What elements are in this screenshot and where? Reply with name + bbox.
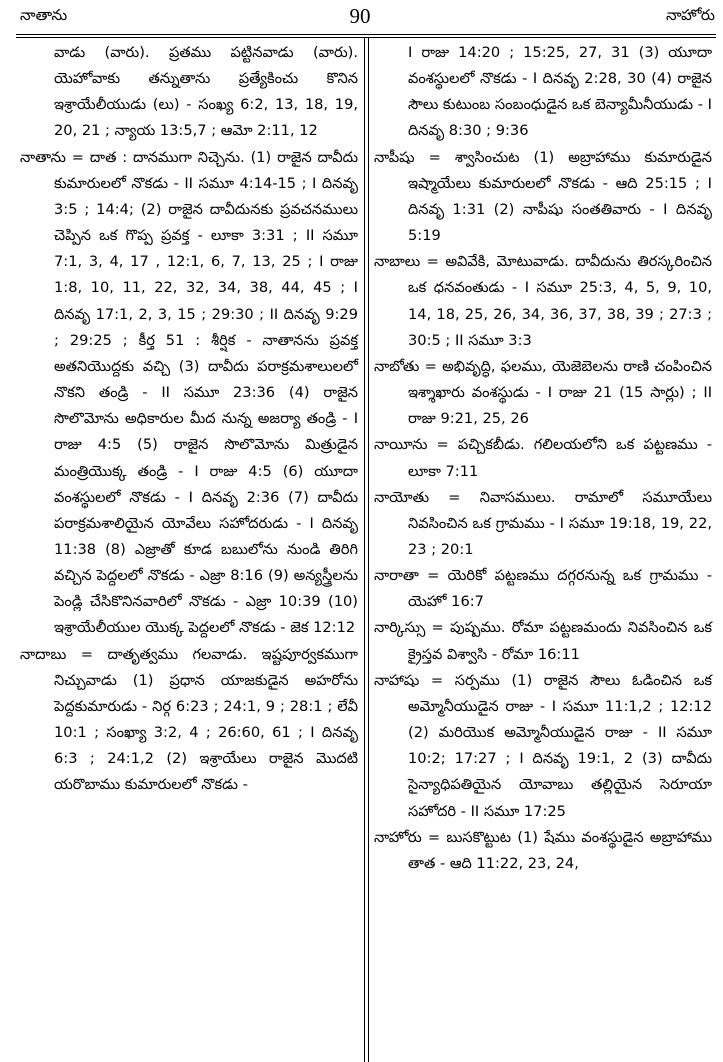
dictionary-entry xyxy=(20,145,358,642)
column-divider-line xyxy=(364,37,365,1062)
entry-text: నాహోరు = బుసకొట్టుట (1) షేము వంశస్థుడైన అబ్రాహాము తాత - ఆది 11:22, 23, 24, xyxy=(374,828,712,872)
left-column xyxy=(20,40,358,799)
dictionary-entry-continuation xyxy=(374,40,712,145)
entry-text: I రాజు 14:20 ; 15:25, 27, 31 (3) యూదా వంశస్థులలో నొకడు - I దినవృ 2:28, 30 (4) రాజైన సౌలు కుటుంబ సంబంధుడైన ఒక బెన్యామీనీయుడు - I దినవృ 8:30 ; 9:36 xyxy=(408,44,712,140)
header-rule-bottom xyxy=(16,37,716,38)
header-rule-top xyxy=(16,34,716,35)
entry-text: నారాతా = యెరికో పట్టణము దగ్గరనున్న ఒక గ్రామము - యెహో 16:7 xyxy=(374,567,712,611)
entry-text: నాయోతు = నివాసములు. రామాలో సమూయేలు నివసించిన ఒక గ్రామము - I సమూ 19:18, 19, 22, 23 ; 20:1 xyxy=(374,488,712,558)
dictionary-entry xyxy=(374,668,712,825)
dictionary-entry xyxy=(374,145,712,250)
page-header xyxy=(0,4,723,34)
entry-text: నాబాలు = అవివేకి, మోటువాడు. దావీదును తిరస్కరించిన ఒక ధనవంతుడు - I సమూ 25:3, 4, 5, 9, 10, 14, 18, 25, 26, 34, 36, 37, 38, 39 ; 27:3 ; 30:5 ; II సమూ 3:3 xyxy=(374,253,712,349)
dictionary-entry xyxy=(374,825,712,877)
entry-text: నాదాబు = దాతృత్వము గలవాడు. ఇష్టపూర్వకముగా నిచ్చువాడు (1) ప్రధాన యాజకుడైన అహరోను పెద్దకుమారుడు - నిర్గ 6:23 ; 24:1, 9 ; 28:1 ; లేవీ 10:1 ; సంఖ్యా 3:2, 4 ; 26:60, 61 ; I దినవృ 6:3 ; 24:1,2 (2) ఇశ్రాయేలు రాజైన మొదటి యరొబాము కుమారులలో నొకడు - xyxy=(20,645,358,794)
entry-text: నాతాను = దాత : దానముగా నిచ్చెను. (1) రాజైన దావీదు కుమారులలో నొకడు - II సమూ 4:14-15 ; I దినవృ 3:5 ; 14:4; (2) రాజైన దావీదునకు ప్రవచనములు చెప్పిన ఒక గొప్ప ప్రవక్త - లూకా 3:31 ; II సమూ 7:1, 3, 4, 17 , 12:1, 6, 7, 13, 25 ; I రాజు 1:8, 10, 11, 22, 32, 34, 38, 44, 45 ; I దినవృ 17:1, 2, 3, 15 ; 29:30 ; II దినవృ 9:29 ; 29:25 ; కీర్త 51 : శీర్షిక - నాతానను ప్రవక్త అతనియొద్దకు వచ్చి (3) దావీదు పరాక్రమశాలులలో నొకని తండ్రి - II సమూ 23:36 (4) రాజైన సొలొమోను అధికారుల మీద నున్న అజర్యా తండ్రి - I రాజు 4:5 (5) రాజైన సొలొమోను మిత్రుడైన మంత్రియొక్క తండ్రి - I రాజు 4:5 (6) యూదా వంశస్థులలో నొకడు - I దినవృ 2:36 (7) దావీదు పరాక్రమశాలియైన యోవేలు సహోదరుడు - I దినవృ 11:38 (8) ఎజ్రాతో కూడ బబులోను నుండి తిరిగి వచ్చిన పెద్దలలో నొకడు - ఎజ్రా 8:16 (9) అన్యస్త్రీలను పెండ్లి చేసికొనినవారిలో నొకడు - ఎజ్రా 10:39 (10) ఇశ్రాయేలీయుల యొక్క పెద్దలలో నొకడు - జెక 12:12 xyxy=(20,148,358,637)
entry-text: నాబోతు = అభివృద్ధి, ఫలము, యెజెబెలను రాణి చంపించిన ఇశ్శాఖారు వంశస్థుడు - I రాజు 21 (15 సార్లు) ; II రాజు 9:21, 25, 26 xyxy=(374,357,712,428)
dictionary-entry xyxy=(374,615,712,667)
entry-text: వాడు (వారు). ప్రతము పట్టినవాడు (వారు). యెహోవాకు తన్నుతాను ప్రత్యేకించు కొనిన ఇశ్రాయేలీయుడు (లు) - సంఖ్య 6:2, 13, 18, 19, 20, 21 ; న్యాయ 13:5,7 ; ఆమో 2:11, 12 xyxy=(54,44,358,140)
dictionary-entry-continuation xyxy=(20,40,358,145)
dictionary-entry xyxy=(374,485,712,563)
dictionary-entry xyxy=(20,642,358,799)
dictionary-entry xyxy=(374,432,712,484)
right-column xyxy=(374,40,712,877)
dictionary-entry xyxy=(374,249,712,354)
entry-text: నార్కిస్సు = పుష్పము. రోమా పట్టణమందు నివసించిన ఒక క్రైస్తవ విశ్వాసి - రోమా 16:11 xyxy=(374,619,712,663)
column-divider-line xyxy=(368,37,369,1062)
page-number: 90 xyxy=(349,4,371,28)
dictionary-entry xyxy=(374,354,712,432)
header-guide-word-right: నాహోరు xyxy=(666,6,715,24)
dictionary-entry xyxy=(374,563,712,615)
entry-text: నాయీను = పచ్చికబీడు. గలిలయలోని ఒక పట్టణము - లూకా 7:11 xyxy=(374,436,712,480)
header-guide-word-left: నాతాను xyxy=(20,6,68,24)
entry-text: నాహాషు = సర్పము (1) రాజైన సౌలు ఓడించిన ఒక అమ్మోనీయుడైన రాజు - I సమూ 11:1,2 ; 12:12 (2) మరియొక అమ్మోనీయుడైన రాజు - II సమూ 10:2; 17:27 ; I దినవృ 19:1, 2 (3) దావీదు సైన్యాధిపతియైన యోవాబు తల్లియైన సెరూయా సహోదరి - II సమూ 17:25 xyxy=(374,671,712,820)
entry-text: నాపీషు = శ్వాసించుట (1) అబ్రాహాము కుమారుడైన ఇష్మాయేలు కుమారులలో నొకడు - ఆది 25:15 ; I దినవృ 1:31 (2) నాపీషు సంతతివారు - I దినవృ 5:19 xyxy=(374,148,712,245)
